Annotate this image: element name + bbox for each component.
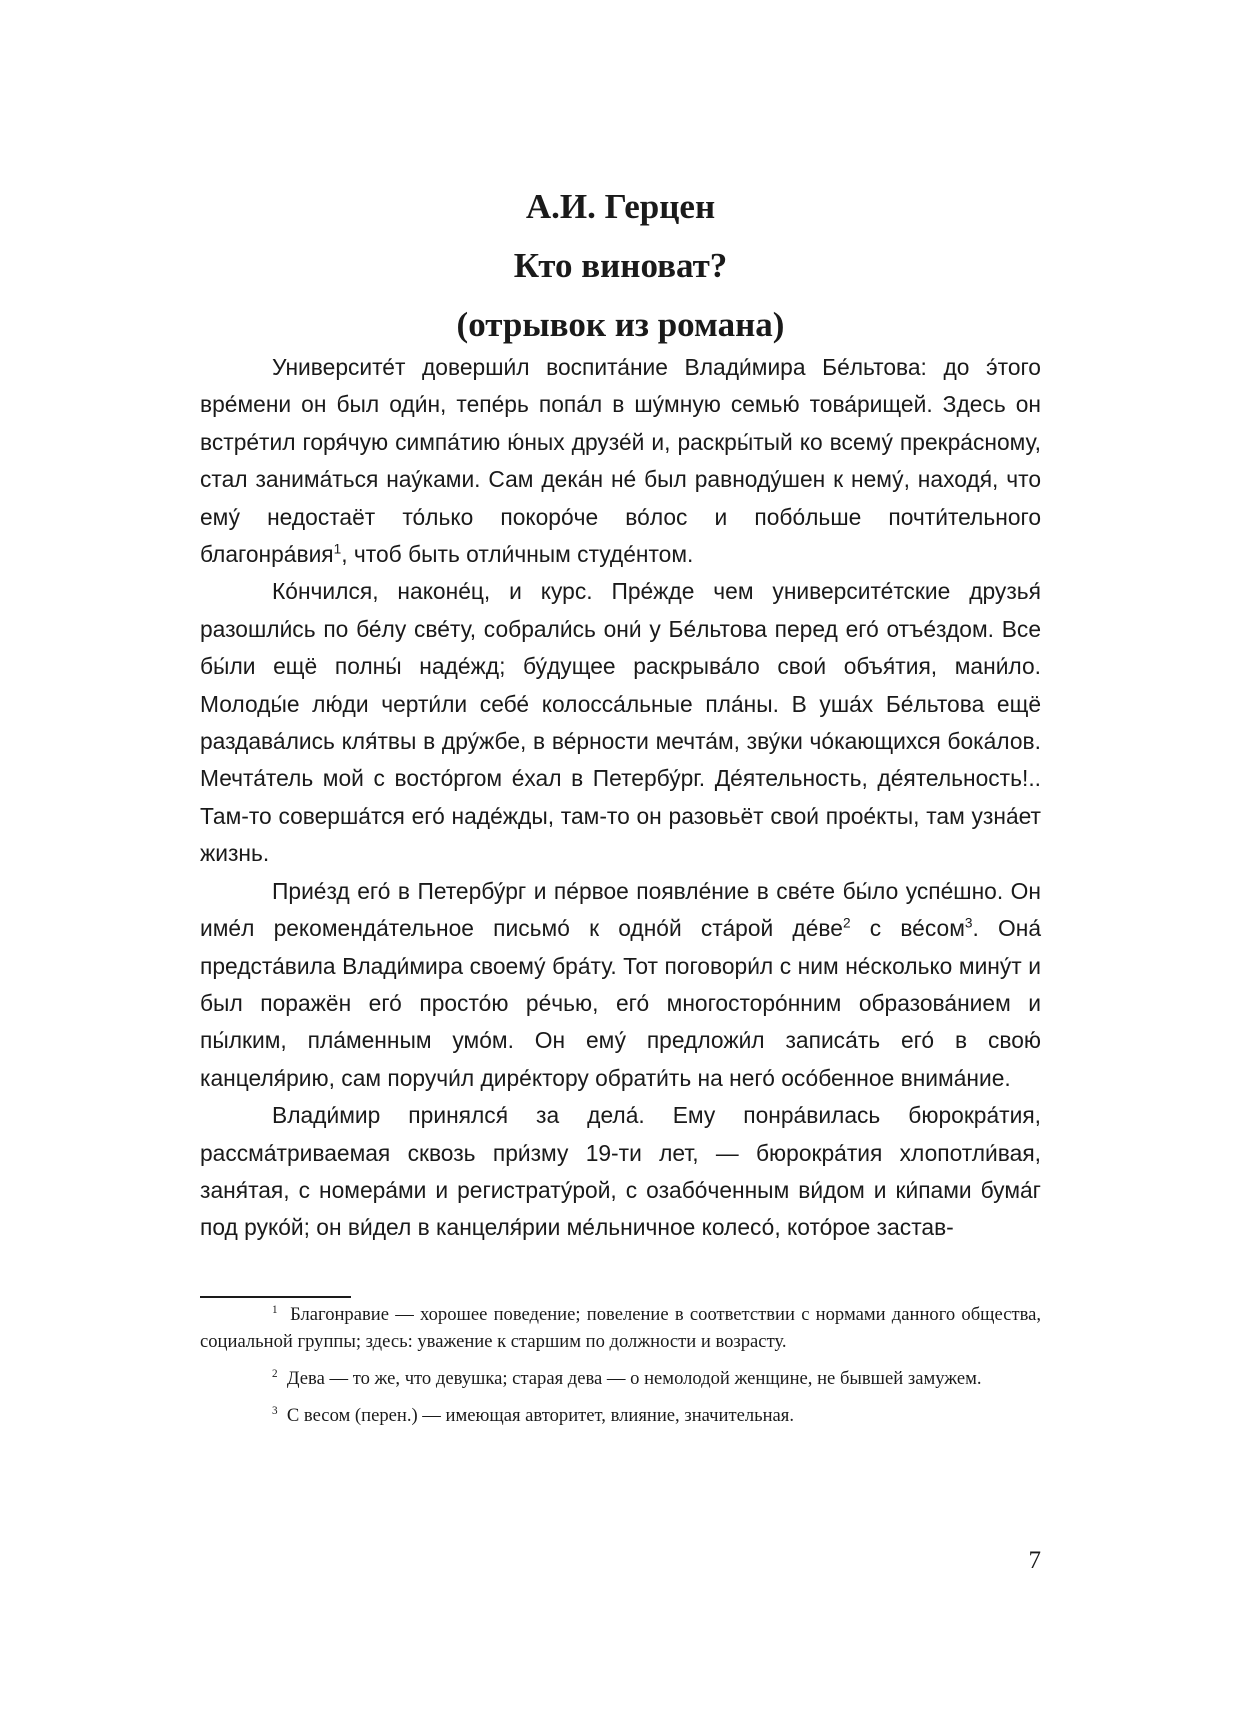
footnote-text: Дева — то же, что девушка; старая дева — о немолодой женщине, не бывшей замужем. — [286, 1368, 982, 1389]
footnote-number: 2 — [272, 1367, 278, 1380]
footnote-ref-1: 1 — [333, 541, 342, 557]
work-subtitle: (отрывок из романа) — [456, 305, 785, 344]
paragraph-3 — [200, 873, 1041, 1097]
page-number: 7 — [1028, 1547, 1041, 1574]
footnote-ref-3: 3 — [964, 915, 973, 931]
paragraph-1 — [200, 349, 1041, 573]
footnote-2 — [200, 1365, 1041, 1392]
paragraph-1-text-a: Университе́т доверши́л воспита́ние Влади́мира Бе́льтова: до э́того вре́мени он был оди́н, тепе́рь попа́л в шу́мную семью́ това́рищей. Здесь он встре́тил горя́чую симпа́тию ю́ных друзе́й и, раскры́тый ко всему́ прекра́сному, стал занима́ться нау́ками. Сам дека́н не́ был равноду́шен к нему́, находя́, что ему́ недостаёт то́лько покоро́че во́лос и побо́льше почти́тельного благонра́вия — [200, 354, 1041, 568]
paragraph-4: Влади́мир принялся́ за дела́. Ему понра́вилась бюрокра́тия, рассма́триваемая сквозь при́зму 19-ти лет, — бюрокра́тия хлопотли́вая, заня́тая, с номера́ми и регистрату́рой, с озабо́ченным ви́дом и ки́пами бума́г под руко́й; он ви́дел в канцеля́рии ме́льничное колесо́, кото́рое застав- — [200, 1102, 1041, 1241]
paragraph-3-text-a: Прие́зд его́ в Петербу́рг и пе́рвое появле́ние в све́те бы́ло успе́шно. Он име́л рекоменда́тельное письмо́ к одно́й ста́рой де́ве — [200, 877, 1041, 942]
main-text — [200, 349, 1041, 1247]
footnote-divider — [200, 1296, 351, 1298]
footnote-3 — [200, 1402, 1041, 1429]
footnote-ref-2: 2 — [842, 915, 851, 931]
paragraph-1-text-b: , чтоб быть отли́чным студе́нтом. — [341, 541, 694, 568]
footnote-number: 1 — [272, 1303, 278, 1316]
footnote-number: 3 — [272, 1404, 278, 1417]
footnote-text: Благонравие — хорошее поведение; повеление в соответствии с нормами данного общества, социальной группы; здесь: уважение к старшим по должности и возрасту. — [200, 1304, 1042, 1352]
paragraph-3-text-c: . Она́ предста́вила Влади́мира своему́ бра́ту. Тот поговори́л с ним не́сколько мину́т и был поражён его́ просто́ю ре́чью, его́ многосторо́нним образова́нием и пы́лким, пла́менным умо́м. Он ему́ предложи́л записа́ть его́ в свою́ канцеля́рию, сам поручи́л дире́ктору обрати́ть на него́ осо́бенное внима́ние. — [200, 915, 1042, 1091]
footnote-text: С весом (перен.) — имеющая авторитет, влияние, значительная. — [286, 1405, 794, 1426]
author-name: А.И. Герцен — [525, 187, 716, 226]
work-title: Кто виноват? — [513, 246, 728, 285]
chapter-heading — [200, 177, 1041, 354]
footnote-1 — [200, 1301, 1041, 1355]
paragraph-3-text-b: с ве́сом — [850, 915, 965, 942]
paragraph-2: Ко́нчился, наконе́ц, и курс. Пре́жде чем университе́тские друзья́ разошли́сь по бе́лу све́ту, собрали́сь они́ у Бе́льтова перед его́ отъе́здом. Все бы́ли ещё полны́ наде́жд; бу́дущее раскрыва́ло свои́ объя́тия, мани́ло. Молоды́е лю́ди черти́ли себе́ колосса́льные пла́ны. В уша́х Бе́льтова ещё раздава́лись кля́твы в дру́жбе, в ве́рности мечта́м, зву́ки чо́кающихся бока́лов. Мечта́тель мой с восто́ргом е́хал в Петербу́рг. Де́ятельность, де́ятельность!.. Там-то соверша́тся его́ наде́жды, там-то он разовьёт свои́ прое́кты, там узна́ет жизнь. — [200, 578, 1041, 867]
footnotes — [200, 1301, 1041, 1439]
